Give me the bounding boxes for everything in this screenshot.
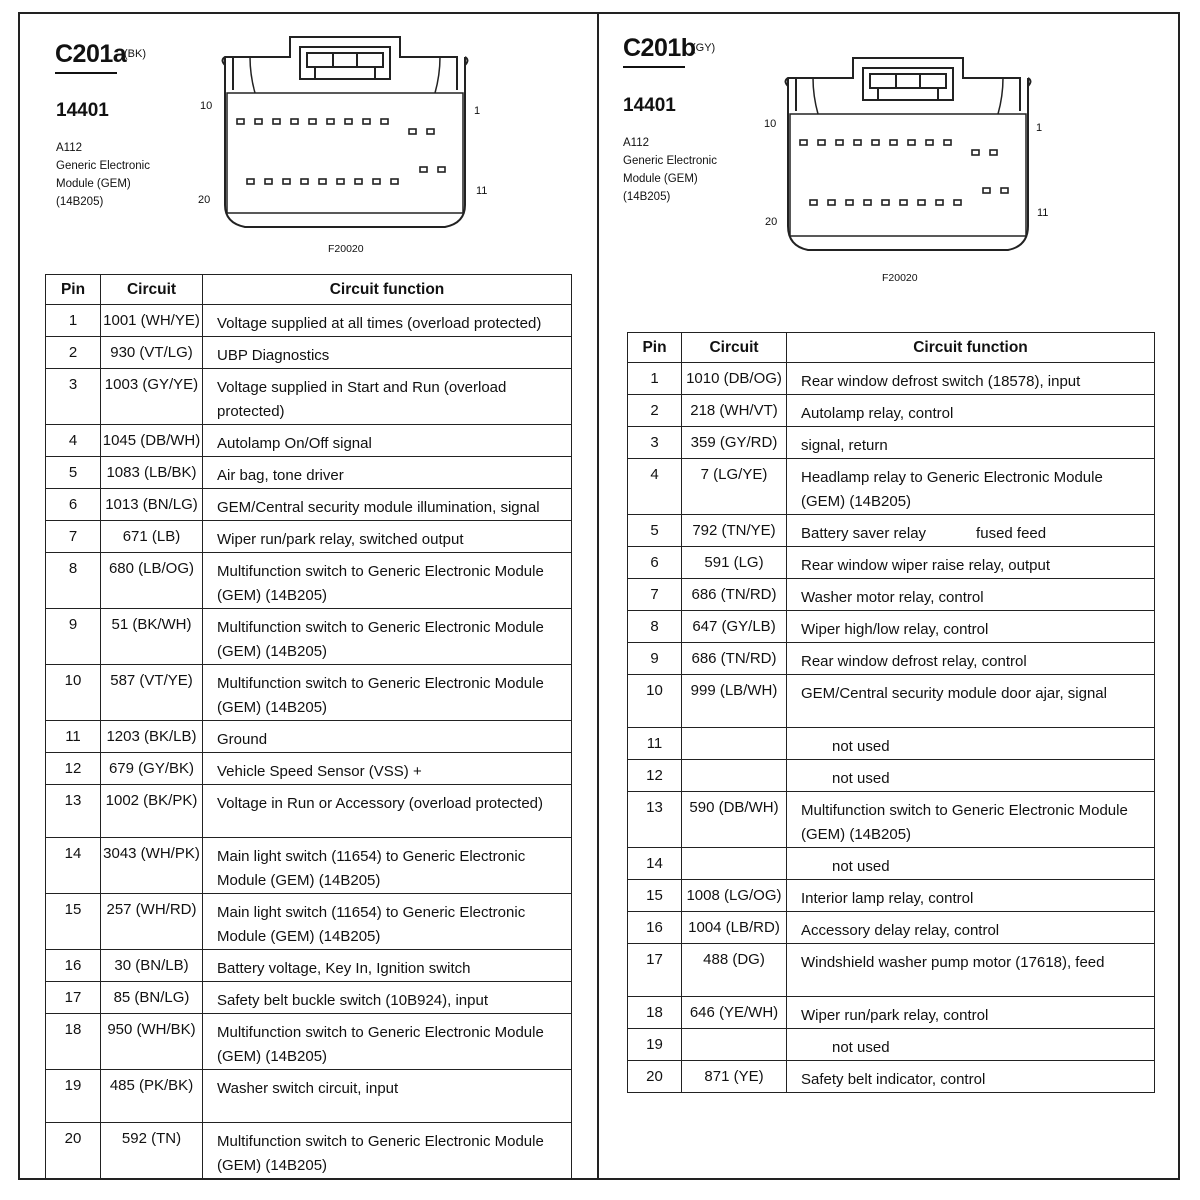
circuit-function: signal, return: [787, 427, 1155, 459]
table-row: [628, 427, 1155, 459]
connector-face-diagram: [778, 56, 1038, 256]
table-row: [46, 425, 572, 457]
circuit-function: Battery voltage, Key In, Ignition switch: [203, 950, 572, 982]
circuit-code: [682, 728, 787, 760]
circuit-code: 950 (WH/BK): [101, 1014, 203, 1070]
table-row: [628, 363, 1155, 395]
connector-id: C201a: [55, 40, 127, 68]
table-row: [628, 675, 1155, 728]
pin-number: 14: [46, 838, 101, 894]
table-row: [628, 547, 1155, 579]
pin-label-top-right: 1: [474, 105, 481, 117]
circuit-function: not used: [787, 1029, 1155, 1061]
pin-table-left: [45, 274, 572, 1179]
pin-label-bottom-right: 11: [1037, 207, 1049, 219]
circuit-function: Multifunction switch to Generic Electronic Module (GEM) (14B205): [203, 1014, 572, 1070]
table-row: [628, 944, 1155, 997]
table-row: [628, 728, 1155, 760]
circuit-code: 680 (LB/OG): [101, 553, 203, 609]
circuit-function: Rear window defrost relay, control: [787, 643, 1155, 675]
circuit-code: 3043 (WH/PK): [101, 838, 203, 894]
pin-number: 8: [46, 553, 101, 609]
table-row: [46, 457, 572, 489]
component-description: A112 Generic Electronic Module (GEM) (14B205): [56, 142, 150, 208]
circuit-code: 85 (BN/LG): [101, 982, 203, 1014]
figure-id: F20020: [328, 243, 364, 255]
table-row: [628, 579, 1155, 611]
connector-face-diagram: [215, 35, 475, 235]
pin-number: 11: [46, 721, 101, 753]
circuit-function: Autolamp relay, control: [787, 395, 1155, 427]
pin-number: 18: [46, 1014, 101, 1070]
header-circuit: Circuit: [101, 275, 203, 305]
circuit-function: Wiper high/low relay, control: [787, 611, 1155, 643]
table-row: [628, 880, 1155, 912]
circuit-function: Multifunction switch to Generic Electronic Module (GEM) (14B205): [203, 665, 572, 721]
circuit-function: Autolamp On/Off signal: [203, 425, 572, 457]
circuit-function: GEM/Central security module door ajar, signal: [787, 675, 1155, 728]
circuit-code: 590 (DB/WH): [682, 792, 787, 848]
pin-number: 12: [628, 760, 682, 792]
circuit-function: not used: [787, 728, 1155, 760]
table-row: [628, 912, 1155, 944]
pin-label-bottom-left: 20: [765, 216, 778, 228]
circuit-function: Main light switch (11654) to Generic Electronic Module (GEM) (14B205): [203, 894, 572, 950]
table-row: [46, 1070, 572, 1123]
table-row: [46, 1123, 572, 1179]
header-pin: Pin: [46, 275, 101, 305]
circuit-function: Air bag, tone driver: [203, 457, 572, 489]
figure-id: F20020: [882, 272, 918, 284]
circuit-function: Multifunction switch to Generic Electronic Module (GEM) (14B205): [203, 609, 572, 665]
pin-number: 4: [46, 425, 101, 457]
circuit-function: Rear window defrost switch (18578), input: [787, 363, 1155, 395]
circuit-code: 646 (YE/WH): [682, 997, 787, 1029]
circuit-code: 1045 (DB/WH): [101, 425, 203, 457]
pin-number: 17: [46, 982, 101, 1014]
circuit-function: Voltage supplied in Start and Run (overload protected): [203, 369, 572, 425]
circuit-code: 257 (WH/RD): [101, 894, 203, 950]
pin-number: 7: [46, 521, 101, 553]
pin-number: 6: [46, 489, 101, 521]
circuit-code: 359 (GY/RD): [682, 427, 787, 459]
pin-number: 2: [46, 337, 101, 369]
pin-number: 2: [628, 395, 682, 427]
table-row: [46, 305, 572, 337]
circuit-code: 686 (TN/RD): [682, 643, 787, 675]
pin-number: 1: [46, 305, 101, 337]
circuit-code: 592 (TN): [101, 1123, 203, 1179]
header-function: Circuit function: [203, 275, 572, 305]
circuit-function: Washer switch circuit, input: [203, 1070, 572, 1123]
header-circuit: Circuit: [682, 333, 787, 363]
circuit-code: 1003 (GY/YE): [101, 369, 203, 425]
connector-id: C201b: [623, 34, 696, 62]
circuit-code: 647 (GY/LB): [682, 611, 787, 643]
connector-id-underline: [623, 66, 685, 68]
pin-number: 5: [46, 457, 101, 489]
circuit-code: 485 (PK/BK): [101, 1070, 203, 1123]
circuit-function: Rear window wiper raise relay, output: [787, 547, 1155, 579]
table-row: [46, 337, 572, 369]
part-number: 14401: [623, 95, 676, 116]
table-row: [628, 459, 1155, 515]
pin-number: 15: [46, 894, 101, 950]
circuit-function: Wiper run/park relay, switched output: [203, 521, 572, 553]
circuit-function: Multifunction switch to Generic Electronic Module (GEM) (14B205): [203, 1123, 572, 1179]
circuit-function: Battery saver relay fused feed: [787, 515, 1155, 547]
table-row: [46, 894, 572, 950]
circuit-code: 792 (TN/YE): [682, 515, 787, 547]
circuit-function: Safety belt buckle switch (10B924), input: [203, 982, 572, 1014]
circuit-function: Interior lamp relay, control: [787, 880, 1155, 912]
pin-label-top-left: 10: [764, 118, 777, 130]
circuit-code: 51 (BK/WH): [101, 609, 203, 665]
table-row: [628, 1029, 1155, 1061]
circuit-code: 1203 (BK/LB): [101, 721, 203, 753]
circuit-code: 686 (TN/RD): [682, 579, 787, 611]
circuit-function: Voltage in Run or Accessory (overload protected): [203, 785, 572, 838]
pin-number: 20: [46, 1123, 101, 1179]
circuit-code: [682, 760, 787, 792]
circuit-function: Safety belt indicator, control: [787, 1061, 1155, 1093]
pin-label-bottom-left: 20: [198, 194, 211, 206]
table-row: [46, 982, 572, 1014]
header-function: Circuit function: [787, 333, 1155, 363]
pin-number: 5: [628, 515, 682, 547]
table-row: [628, 997, 1155, 1029]
pin-number: 3: [46, 369, 101, 425]
pin-number: 10: [628, 675, 682, 728]
part-number: 14401: [56, 100, 109, 121]
pin-number: 16: [628, 912, 682, 944]
connector-color: (GY): [692, 42, 716, 54]
circuit-code: 1004 (LB/RD): [682, 912, 787, 944]
pin-number: 9: [628, 643, 682, 675]
circuit-function: Vehicle Speed Sensor (VSS) +: [203, 753, 572, 785]
circuit-function: Ground: [203, 721, 572, 753]
table-row: [46, 521, 572, 553]
table-row: [628, 515, 1155, 547]
pin-number: 10: [46, 665, 101, 721]
circuit-function: Multifunction switch to Generic Electronic Module (GEM) (14B205): [787, 792, 1155, 848]
header-pin: Pin: [628, 333, 682, 363]
pin-table-right: [627, 332, 1155, 1093]
circuit-code: 1013 (BN/LG): [101, 489, 203, 521]
table-row: [628, 643, 1155, 675]
circuit-function: Accessory delay relay, control: [787, 912, 1155, 944]
pin-number: 13: [628, 792, 682, 848]
table-row: [628, 848, 1155, 880]
pin-number: 20: [628, 1061, 682, 1093]
pin-number: 19: [628, 1029, 682, 1061]
circuit-code: 1001 (WH/YE): [101, 305, 203, 337]
pin-number: 17: [628, 944, 682, 997]
table-row: [46, 489, 572, 521]
circuit-code: 671 (LB): [101, 521, 203, 553]
connector-color: (BK): [124, 48, 146, 60]
pin-number: 19: [46, 1070, 101, 1123]
circuit-code: [682, 848, 787, 880]
circuit-function: UBP Diagnostics: [203, 337, 572, 369]
circuit-function: Headlamp relay to Generic Electronic Module (GEM) (14B205): [787, 459, 1155, 515]
circuit-function: not used: [787, 848, 1155, 880]
pin-number: 6: [628, 547, 682, 579]
circuit-code: [682, 1029, 787, 1061]
table-row: [46, 838, 572, 894]
table-row: [46, 369, 572, 425]
circuit-code: 1010 (DB/OG): [682, 363, 787, 395]
pin-number: 11: [628, 728, 682, 760]
circuit-function: Washer motor relay, control: [787, 579, 1155, 611]
pin-label-bottom-right: 11: [476, 185, 488, 197]
circuit-function: not used: [787, 760, 1155, 792]
circuit-code: 679 (GY/BK): [101, 753, 203, 785]
table-row: [46, 553, 572, 609]
table-row: [628, 395, 1155, 427]
table-row: [46, 785, 572, 838]
circuit-code: 7 (LG/YE): [682, 459, 787, 515]
circuit-function: GEM/Central security module illumination, signal: [203, 489, 572, 521]
circuit-code: 1002 (BK/PK): [101, 785, 203, 838]
table-row: [46, 721, 572, 753]
circuit-code: 930 (VT/LG): [101, 337, 203, 369]
circuit-code: 1083 (LB/BK): [101, 457, 203, 489]
pin-number: 18: [628, 997, 682, 1029]
pin-number: 8: [628, 611, 682, 643]
circuit-code: 587 (VT/YE): [101, 665, 203, 721]
pin-number: 16: [46, 950, 101, 982]
circuit-code: 871 (YE): [682, 1061, 787, 1093]
pin-number: 13: [46, 785, 101, 838]
pin-number: 9: [46, 609, 101, 665]
circuit-code: 1008 (LG/OG): [682, 880, 787, 912]
table-row: [628, 611, 1155, 643]
circuit-code: 488 (DG): [682, 944, 787, 997]
table-row: [46, 1014, 572, 1070]
pin-number: 14: [628, 848, 682, 880]
table-row: [628, 1061, 1155, 1093]
pin-label-top-right: 1: [1036, 122, 1043, 134]
circuit-function: Main light switch (11654) to Generic Electronic Module (GEM) (14B205): [203, 838, 572, 894]
pin-number: 7: [628, 579, 682, 611]
table-row: [628, 792, 1155, 848]
circuit-code: 30 (BN/LB): [101, 950, 203, 982]
pin-number: 1: [628, 363, 682, 395]
connector-id-underline: [55, 72, 117, 74]
table-row: [46, 665, 572, 721]
pin-label-top-left: 10: [200, 100, 213, 112]
circuit-function: Windshield washer pump motor (17618), feed: [787, 944, 1155, 997]
circuit-function: Multifunction switch to Generic Electronic Module (GEM) (14B205): [203, 553, 572, 609]
table-row: [628, 760, 1155, 792]
table-row: [46, 609, 572, 665]
circuit-function: Wiper run/park relay, control: [787, 997, 1155, 1029]
pin-number: 3: [628, 427, 682, 459]
circuit-code: 999 (LB/WH): [682, 675, 787, 728]
circuit-code: 218 (WH/VT): [682, 395, 787, 427]
column-divider: [597, 12, 599, 1180]
pin-number: 4: [628, 459, 682, 515]
component-description: A112 Generic Electronic Module (GEM) (14B205): [623, 137, 717, 203]
circuit-code: 591 (LG): [682, 547, 787, 579]
table-row: [46, 753, 572, 785]
circuit-function: Voltage supplied at all times (overload protected): [203, 305, 572, 337]
pin-number: 15: [628, 880, 682, 912]
table-row: [46, 950, 572, 982]
pin-number: 12: [46, 753, 101, 785]
